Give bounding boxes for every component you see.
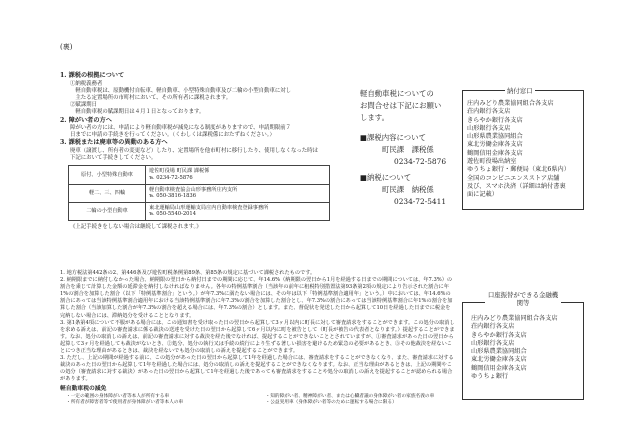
payment-window-box xyxy=(462,87,584,210)
office-cell xyxy=(146,184,330,202)
page-side-label: (裏) xyxy=(60,43,73,51)
exemption-title: 軽自動車税の減免 xyxy=(60,385,107,392)
list-item: 鶴岡信用金庫各支店 xyxy=(467,149,523,157)
account-transfer-title: 口座振替ができる金融機関等 xyxy=(485,292,561,307)
exemption-col-right xyxy=(266,394,456,407)
list-item: 山形銀行各支店 xyxy=(471,339,515,347)
vehicle-kind: 原付、小型特殊自動車 xyxy=(69,166,146,184)
section-title: 3. 課税または廃車等の異動のある方へ xyxy=(60,139,168,147)
table-row xyxy=(69,184,330,202)
legal-notes xyxy=(60,270,455,406)
section-title: 1. 課税の根拠について xyxy=(60,72,125,79)
list-item: 山形県農業協同組合 xyxy=(467,133,523,141)
list-item: 山形銀行各支店 xyxy=(467,124,511,132)
section-line: 廃車（譲渡し、所有者の変更など）したり、定置場所を他市町村に移行したり、使用しなくなった時は xyxy=(70,147,318,154)
list-item: きらやか銀行各支店 xyxy=(471,331,527,339)
legal-paragraph: 3. 第1条第4項について不服がある場合には、この通知書を受け取った日の翌日から起算して3ヶ月以内に町長に対して審査請求をすることができます。この処分の取消しを求める訴えは、前記の審査請求に係る裁決の送達を受けた日の翌日から起算して6ヶ月以内に町を被告として（町長が被告の代表者となります。）提起することができます。なお、処分の取消しの訴えは、前記の審査請求に対する裁決を経た後でなければ、提起することができないこととされていますが、①審査請求があった日の翌日から起算して3ヶ月を経過しても裁決がないとき、②処分、処分の執行又は手続の続行により生ずる著しい損害を避けるため緊急の必要があるとき、③その他裁決を経ないことにつき正当な理由があるときは、裁決を経ないでも処分の取消しの訴えを提起することができます。 xyxy=(60,319,455,355)
legal-paragraph: 1. 地方税法第442条の2、第446条及び遊佐町税条例第89条、第85条の規定に基づいて課税されたものです。 xyxy=(60,270,316,276)
procedure-office-table xyxy=(68,165,330,221)
office-tel: ℡ 0234-72-5876 xyxy=(149,174,193,181)
section-line: ①納税義務者 xyxy=(70,80,103,87)
section-title: 2. 障がい者の方へ xyxy=(60,116,112,124)
account-transfer-list xyxy=(463,303,583,381)
list-item: 荘内銀行各支店 xyxy=(467,108,511,116)
list-item: ・一定の範囲の身体障がい者等本人が所有する車 xyxy=(66,393,170,399)
office-tel: ℡ 050-5540-2014 xyxy=(149,211,197,218)
list-item: 面に記載） xyxy=(467,191,498,199)
list-item: 山形県農業協同組合 xyxy=(471,348,527,356)
payment-window-title: 納付窓口 xyxy=(507,87,533,95)
section-line: 日までに申請の手続きを行ってください。（くわしくは課税係におたずねください。） xyxy=(70,132,275,139)
account-transfer-box xyxy=(462,291,584,400)
list-item: ・所有者が障害者等で使用者が身体障がい者等本人の車 xyxy=(66,399,184,405)
list-item: 全国のコンビニエンスストア店舗 xyxy=(467,174,560,182)
tax-info-sections xyxy=(60,72,345,231)
list-item: 荘内銀行各支店 xyxy=(471,323,515,331)
list-item: 及び、スマホ決済（詳細は納付書裏 xyxy=(467,182,566,190)
exemption-conditions xyxy=(60,394,455,407)
list-item: 東北労働金庫各支店 xyxy=(467,141,523,149)
legal-paragraph: 3. ただし、上記の期間が経過する前に、この処分があった日の翌日から起算して1年を経過した場合には、審査請求をすることができなくなり、また、審査請求に対する裁決のあった日の翌日から起算して1年を経過した場合には、処分の取消しの訴えを提起することができなくなります。なお、正当な理由があるときは、上記の期間やこの処分（審査請求に対する裁決）があった日の翌日から起算して1年を経過した後であっても審査請求をすることや処分の取消しの訴えを提起することが認められる場合があります。 xyxy=(60,355,454,383)
payment-window-list xyxy=(463,91,583,200)
payment-contact-label: ■納税について xyxy=(360,173,412,182)
list-item: ・公益実用車（身体障がい者等のために運転する場合に限る） xyxy=(265,399,397,405)
tax-contact-tel: 0234-72-5876 xyxy=(394,157,447,166)
list-item: 東北労働金庫各支店 xyxy=(471,356,527,364)
table-row xyxy=(69,166,330,184)
list-item: ゆうちょ銀行 xyxy=(471,373,509,381)
section-basis xyxy=(60,72,345,117)
contact-intro-line: お問合せは下記にお願い xyxy=(360,101,442,110)
section-line: 軽自動車税の賦課期日は４月１日となっております。 xyxy=(70,109,205,116)
table-row xyxy=(69,202,330,220)
tax-contact-office: 町民課 課税係 xyxy=(382,145,434,154)
office-name: 軽自動車検査協会山形事務所庄内支所 xyxy=(149,186,238,193)
vehicle-kind: 二輪の小型自動車 xyxy=(69,202,146,220)
section-changes xyxy=(60,139,345,162)
section-line: 障がい者の方には、申請により軽自動車税が減免になる制度がありますので、申請期限前７ xyxy=(70,125,291,132)
section-disability xyxy=(60,117,345,140)
office-name: 東北運輸局山形運輸支局庄内自動車検査登録事務所 xyxy=(149,204,269,211)
list-item: 鶴岡信用金庫各支店 xyxy=(471,364,527,372)
payment-contact-tel: 0234-72-5411 xyxy=(394,197,447,206)
office-name: 遊佐町役場 町民課 課税係 xyxy=(149,168,210,175)
section-line: 下記において手続きしてください。 xyxy=(70,155,157,162)
list-item: 庄内みどり農業協同組合各支店 xyxy=(471,315,558,322)
list-item: ゆうちょ銀行・郵便局（東北6県内） xyxy=(467,166,570,174)
office-cell xyxy=(146,202,330,220)
office-cell xyxy=(146,166,330,184)
list-item: 遊佐町役場出納室 xyxy=(467,158,517,166)
legal-paragraph: 2. 納期限までに納付しなかった場合、納期限の翌日から納付日までの期間に応じて、年14.6%（納期限の翌日から1月を経過する日までの期間については、年7.3%）の割合を乗じて計算した金額の延滞金を納付しなければなりません。各年の特例基準割合（当該年の前年に租税特別措置法第93条第2項の規定により告示された割合に年1%の割合を加算した割合（以下「特例基準割合」という。）が年7.3%に満たない場合には、その年は以下「特例基準割合適用年」という。）中においては、年14.6%の割合にあっては当該特例基準割合適用年における当該特例基準割合に年7.3%の割合を加算した割合とし、年7.3%の割合にあっては当該特例基準割合に年1%の割合を加算した割合（当該加算した割合が年7.3%の割合を超える場合には、年7.3%の割合）とします。また、督促状を発送した日から起算して10日を経過した日までに税金を完納しない場合には、滞納処分を受けることとなります。 xyxy=(60,277,453,319)
contact-info xyxy=(360,88,460,208)
exemption-col-left xyxy=(66,394,256,407)
list-item: きらやか銀行各支店 xyxy=(467,116,523,124)
tax-contact-label: ■課税内容について xyxy=(360,133,426,142)
list-item: ・知的障がい者、精神障がい者、または心臓者議の身体障がい者の家族名義の車 xyxy=(265,393,435,399)
office-tel: ℡ 050-3816-1836 xyxy=(149,193,197,200)
section-line: 主たる定置場所の市町村において、その所有者に課税されます。 xyxy=(70,94,232,101)
contact-intro-line: 軽自動車税についての xyxy=(360,89,434,98)
list-item: 庄内みどり農業協同組合各支店 xyxy=(467,100,554,107)
vehicle-kind: 軽二、三、四輪 xyxy=(69,184,146,202)
payment-contact-office: 町民課 納税係 xyxy=(382,185,434,194)
section-line: 軽自動車税は、原動機付自転車、軽自動車、小型特殊自動車及び二輪の小型自動車に対し xyxy=(70,87,292,94)
section-line: ②賦課期日 xyxy=(70,102,97,109)
table-note: 《上記手続きをしない場合は継続して課税されます。》 xyxy=(70,223,202,230)
contact-intro-line: します。 xyxy=(360,113,389,122)
